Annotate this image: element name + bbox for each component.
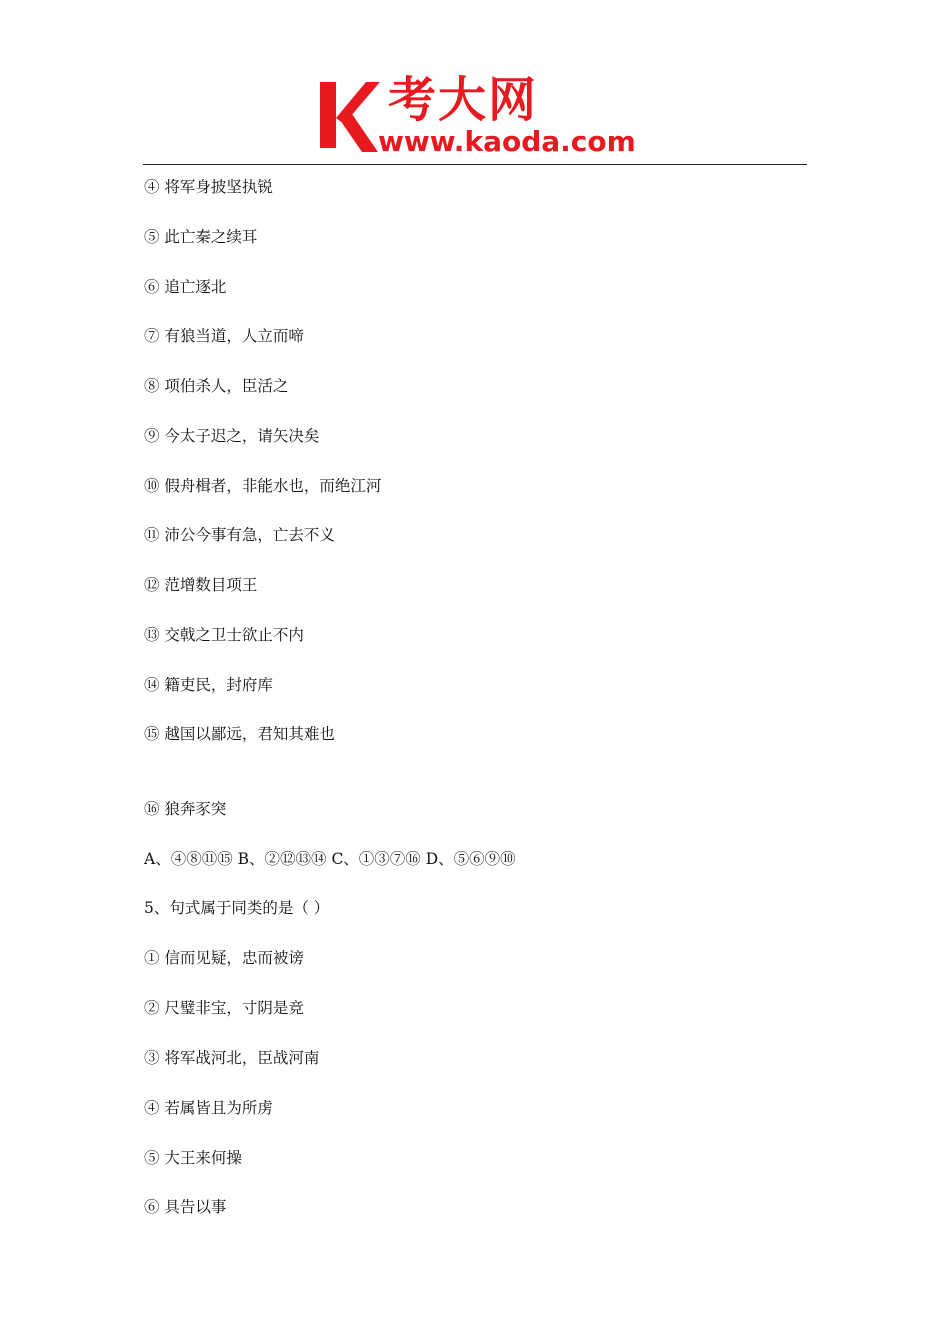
option-line: ⑪ 沛公今事有急，亡去不义 (144, 526, 335, 544)
option-line: ⑦ 有狼当道，人立而啼 (144, 327, 304, 345)
option-line: ⑤ 此亡秦之续耳 (144, 228, 258, 246)
option-line: ⑩ 假舟楫者，非能水也，而绝江河 (144, 477, 382, 495)
answer-choices: A、④⑧⑪⑮ B、②⑫⑬⑭ C、①③⑦⑯ D、⑤⑥⑨⑩ (144, 850, 516, 868)
option-line: ④ 将军身披坚执锐 (144, 178, 273, 196)
logo-name: 考大网 (388, 72, 539, 128)
option-line: ① 信而见疑，忠而被谤 (144, 949, 304, 967)
logo-url: www.kaoda.com (378, 125, 636, 158)
option-line: ⑤ 大王来何操 (144, 1149, 242, 1167)
option-line: ⑯ 狼奔豕突 (144, 800, 227, 818)
question-5: 5、句式属于同类的是（ ） (144, 899, 330, 917)
option-line: ⑨ 今太子迟之，请矢决矣 (144, 427, 320, 445)
option-line: ⑥ 具告以事 (144, 1198, 227, 1216)
option-line: ⑬ 交戟之卫士欲止不内 (144, 626, 304, 644)
header-divider (143, 164, 807, 165)
option-line: ⑮ 越国以鄙远，君知其难也 (144, 725, 335, 743)
option-line: ⑭ 籍吏民，封府库 (144, 676, 273, 694)
page-header (0, 0, 950, 166)
option-line: ③ 将军战河北，臣战河南 (144, 1049, 320, 1067)
option-line: ⑧ 项伯杀人，臣活之 (144, 377, 289, 395)
option-line: ② 尺璧非宝，寸阴是竞 (144, 999, 304, 1017)
kaoda-logo (318, 72, 638, 160)
option-line: ④ 若属皆且为所虏 (144, 1099, 273, 1117)
option-line: ⑥ 追亡逐北 (144, 278, 227, 296)
option-line: ⑫ 范增数目项王 (144, 576, 258, 594)
k-logo-icon (318, 78, 380, 154)
